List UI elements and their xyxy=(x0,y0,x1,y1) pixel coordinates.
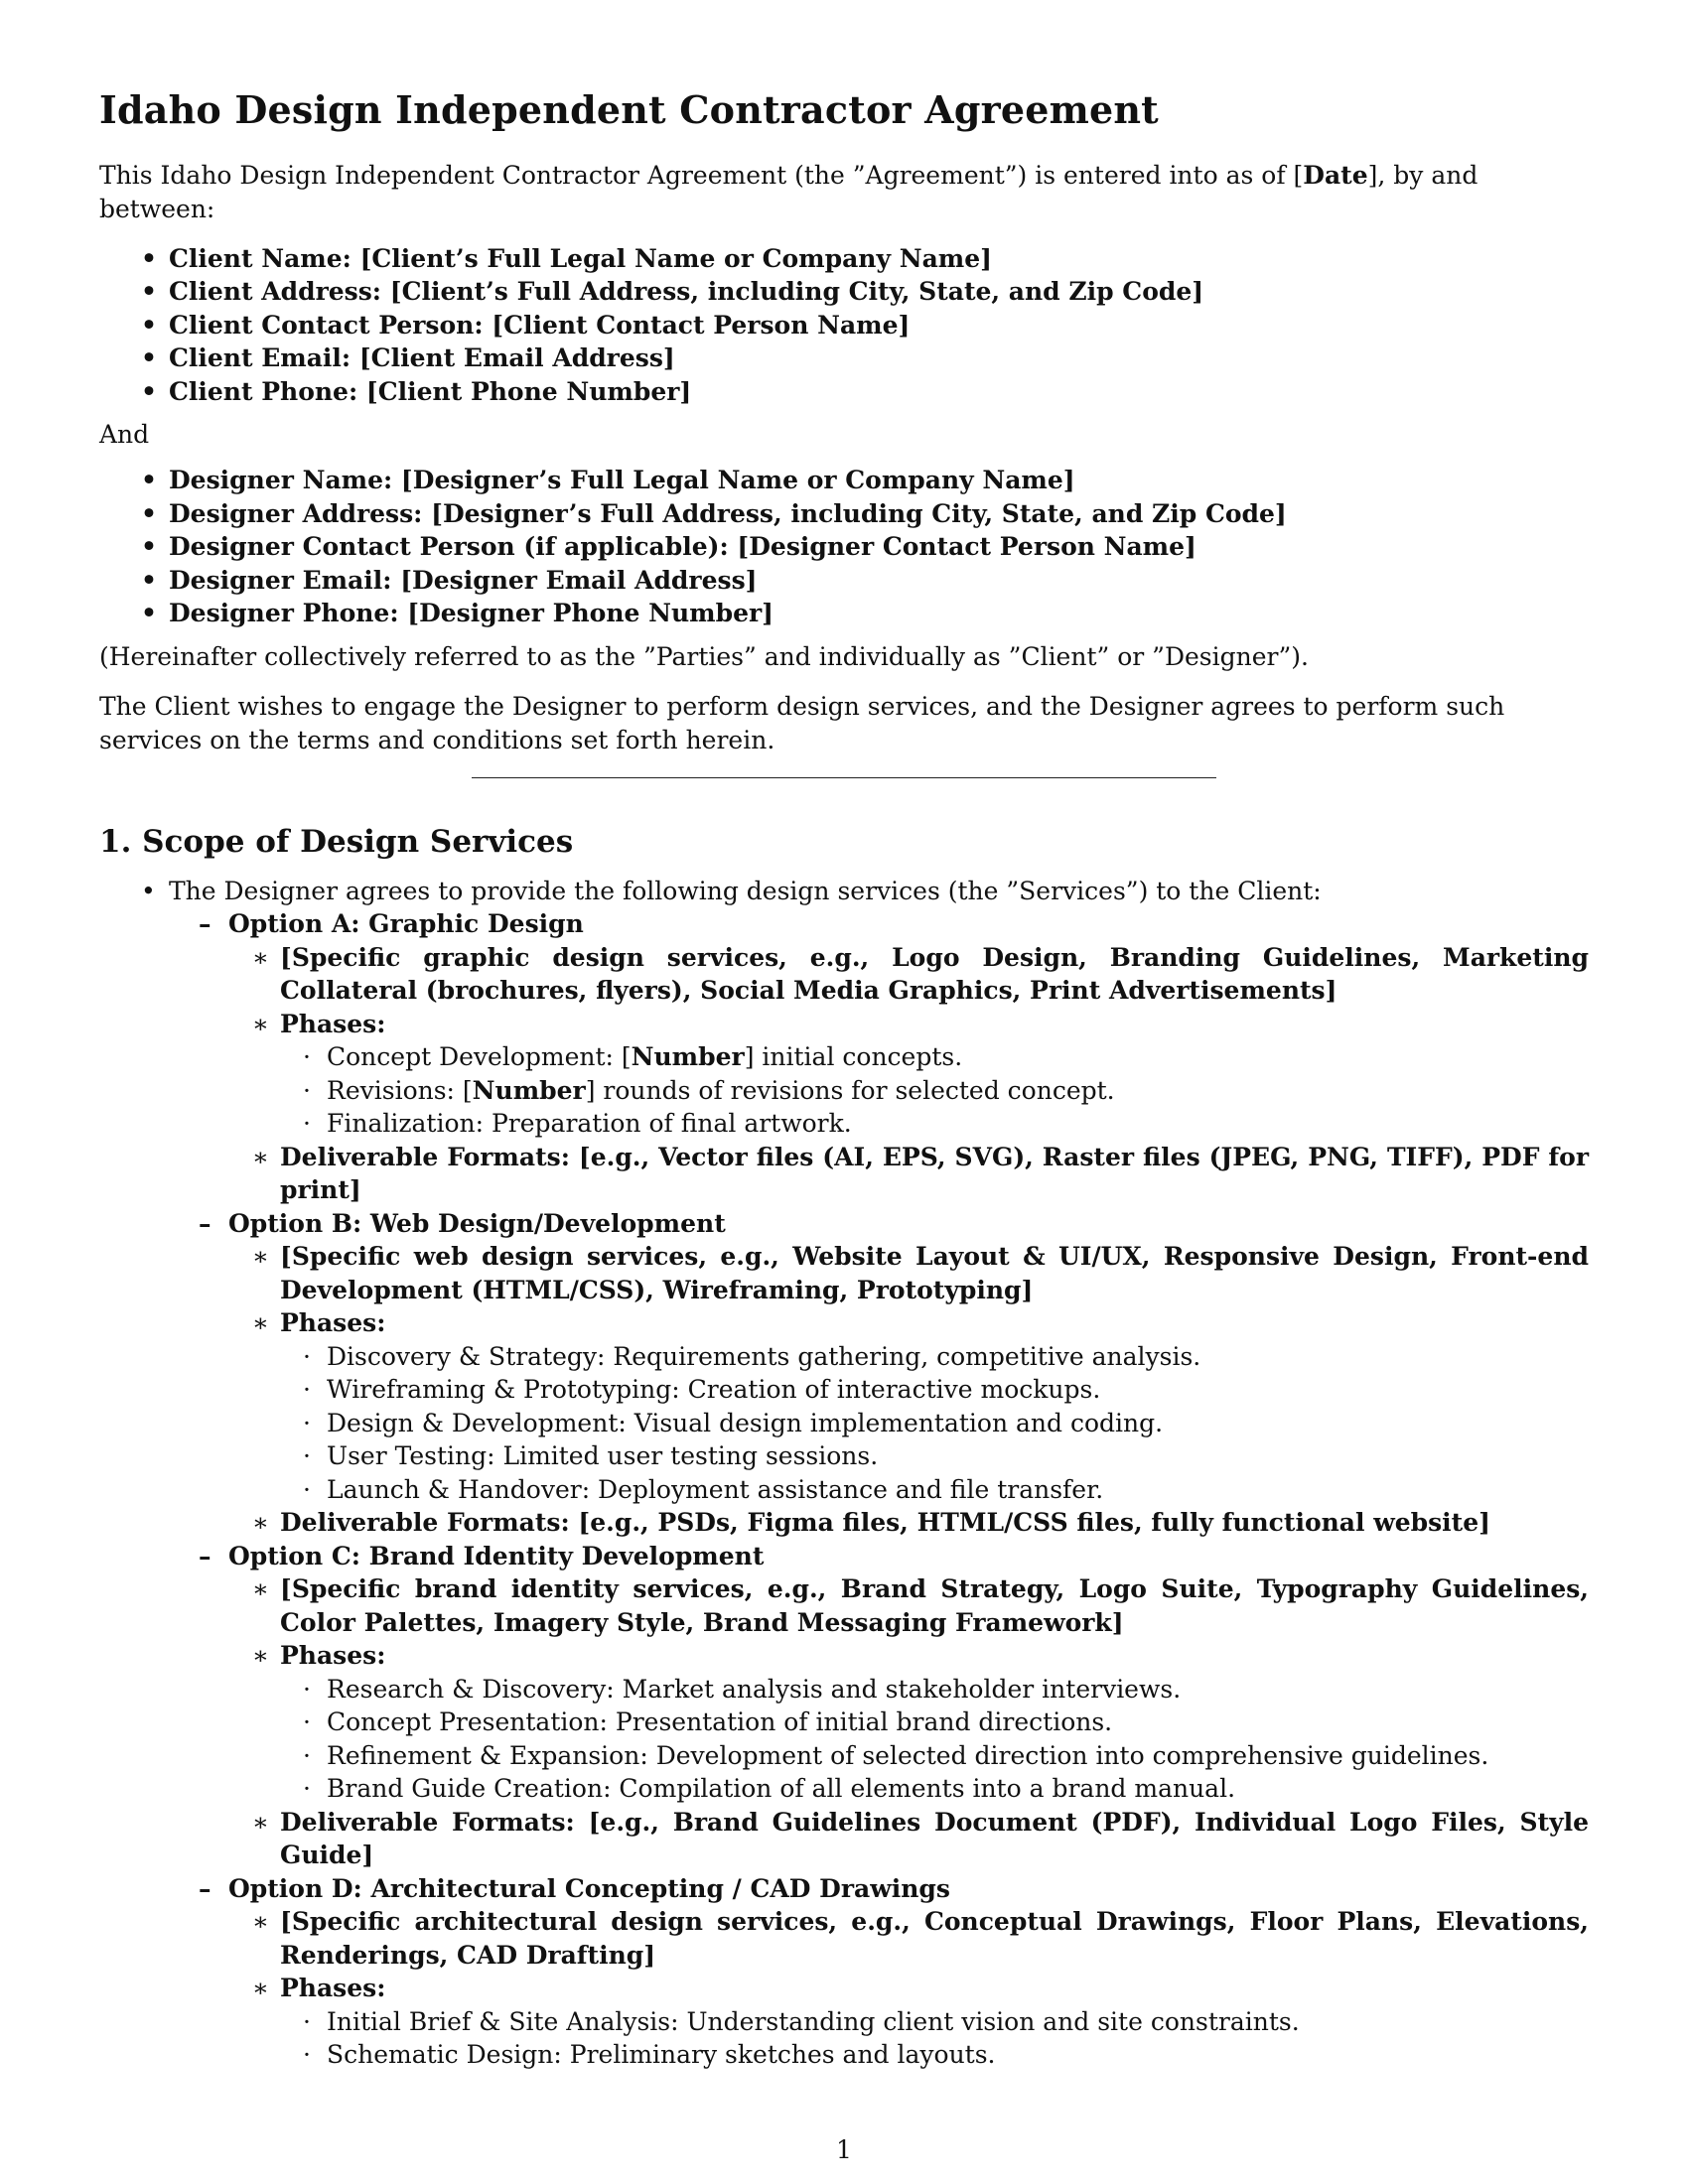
formats-text: Deliverable Formats: [e.g., PSDs, Figma files, HTML/CSS files, fully functional website] xyxy=(280,1508,1490,1538)
asterisk-icon: ∗ xyxy=(252,1974,269,2003)
option-a-phases-label xyxy=(99,1008,1589,1041)
phase-item xyxy=(99,1040,1589,1074)
option-b-spec xyxy=(99,1240,1589,1306)
list-item: • Client Email: [Client Email Address] xyxy=(169,341,1589,375)
option-b-label xyxy=(99,1207,1589,1241)
phase-item xyxy=(99,1673,1589,1706)
option-d-label xyxy=(99,1872,1589,1906)
phase-text: Brand Guide Creation: Compilation of all elements into a brand manual. xyxy=(327,1774,1236,1804)
dot-icon: · xyxy=(303,2006,311,2036)
section-divider xyxy=(472,777,1216,778)
phase-text: Design & Development: Visual design implementation and coding. xyxy=(327,1408,1164,1437)
dot-icon: · xyxy=(303,1474,311,1504)
option-d-spec xyxy=(99,1905,1589,1972)
section-1-lead xyxy=(99,875,1589,908)
dot-icon: · xyxy=(303,1674,311,1704)
phase-text: Wireframing & Prototyping: Creation of interactive mockups. xyxy=(327,1375,1101,1405)
dash-icon: – xyxy=(199,1873,211,1903)
list-item: • Designer Phone: [Designer Phone Number] xyxy=(169,597,1589,630)
phase-item xyxy=(99,2005,1589,2039)
dot-icon: · xyxy=(303,1375,311,1405)
intro-before: This Idaho Design Independent Contractor Agreement (the ”Agreement”) is entered into as of [ xyxy=(99,160,1304,190)
option-c-phases-label xyxy=(99,1639,1589,1673)
formats-text: Deliverable Formats: [e.g., Vector files (AI, EPS, SVG), Raster files (JPEG, PNG, TIFF), PDF for print] xyxy=(280,1142,1589,1205)
phase-text: Initial Brief & Site Analysis: Understanding client vision and site constraints. xyxy=(327,2006,1300,2036)
intro-paragraph xyxy=(99,159,1589,226)
phase-item xyxy=(99,1439,1589,1473)
phases-label: Phases: xyxy=(280,1641,386,1671)
phase-item xyxy=(99,2038,1589,2072)
option-a-formats xyxy=(99,1141,1589,1207)
phases-label: Phases: xyxy=(280,1009,386,1038)
asterisk-icon: ∗ xyxy=(252,1009,269,1038)
client-details-list xyxy=(99,242,1589,409)
designer-details-list xyxy=(99,464,1589,630)
spec-text: [Specific web design services, e.g., Website Layout & UI/UX, Responsive Design, Front-end Development (HTML/CSS), Wireframing, Prototyping] xyxy=(280,1242,1589,1304)
asterisk-icon: ∗ xyxy=(252,1574,269,1604)
bullet-icon: • xyxy=(141,876,156,905)
phase-item xyxy=(99,1107,1589,1141)
dash-icon: – xyxy=(199,1208,211,1238)
dot-icon: · xyxy=(303,1441,311,1471)
dot-icon: · xyxy=(303,1740,311,1770)
phase-text: User Testing: Limited user testing sessions. xyxy=(327,1441,879,1471)
page-number: 1 xyxy=(836,2135,852,2164)
spec-text: [Specific brand identity services, e.g., Brand Strategy, Logo Suite, Typography Guidelines, Color Palettes, Imagery Style, Brand Messaging Framework] xyxy=(280,1574,1589,1637)
lead-text: The Designer agrees to provide the following design services (the ”Services”) to the Client: xyxy=(169,876,1322,905)
list-item: • Designer Email: [Designer Email Address] xyxy=(169,564,1589,598)
phase-text: Concept Development: [ xyxy=(327,1042,632,1072)
intro-after: ], by and between: xyxy=(99,160,1478,223)
phase-text: Discovery & Strategy: Requirements gathering, competitive analysis. xyxy=(327,1341,1201,1371)
phase-text: ] initial concepts. xyxy=(744,1042,963,1072)
spec-text: [Specific graphic design services, e.g., Logo Design, Branding Guidelines, Marketing Collateral (brochures, flyers), Social Media Graphics, Print Advertisements] xyxy=(280,942,1589,1006)
phase-text: Launch & Handover: Deployment assistance and file transfer. xyxy=(327,1474,1104,1504)
dot-icon: · xyxy=(303,1075,311,1105)
dot-icon: · xyxy=(303,1042,311,1072)
option-c-label xyxy=(99,1540,1589,1573)
parties-note: (Hereinafter collectively referred to as the ”Parties” and individually as ”Client” or ”Designer”). xyxy=(99,641,1309,671)
phases-label: Phases: xyxy=(280,1974,386,2003)
option-b-phases-label xyxy=(99,1306,1589,1340)
dot-icon: · xyxy=(303,1408,311,1437)
phase-item xyxy=(99,1473,1589,1507)
dash-icon: – xyxy=(199,909,211,939)
asterisk-icon: ∗ xyxy=(252,1907,269,1937)
and-text: And xyxy=(99,420,150,450)
list-item: • Client Address: [Client’s Full Address, including City, State, and Zip Code] xyxy=(169,275,1589,309)
intro-date: Date xyxy=(1303,160,1368,190)
list-item: • Client Contact Person: [Client Contact Person Name] xyxy=(169,309,1589,342)
dash-icon: – xyxy=(199,1541,211,1570)
list-item: • Designer Address: [Designer’s Full Address, including City, State, and Zip Code] xyxy=(169,497,1589,531)
list-item: • Client Phone: [Client Phone Number] xyxy=(169,375,1589,409)
list-item: • Designer Contact Person (if applicable): [Designer Contact Person Name] xyxy=(169,530,1589,564)
option-label: Option A: Graphic Design xyxy=(228,909,584,939)
phase-item xyxy=(99,1373,1589,1407)
dot-icon: · xyxy=(303,1707,311,1737)
option-d-phases-label xyxy=(99,1972,1589,2005)
dot-icon: · xyxy=(303,2040,311,2070)
dot-icon: · xyxy=(303,1341,311,1371)
phase-item xyxy=(99,1407,1589,1440)
phase-item xyxy=(99,1340,1589,1374)
phase-text: ] rounds of revisions for selected concept. xyxy=(585,1075,1115,1105)
phase-text: Research & Discovery: Market analysis and stakeholder interviews. xyxy=(327,1674,1182,1704)
list-item: • Designer Name: [Designer’s Full Legal Name or Company Name] xyxy=(169,464,1589,497)
phase-number: Number xyxy=(631,1042,745,1072)
option-a-spec xyxy=(99,941,1589,1008)
spec-text: [Specific architectural design services, e.g., Conceptual Drawings, Floor Plans, Elevations, Renderings, CAD Drafting] xyxy=(280,1907,1589,1970)
dot-icon: · xyxy=(303,1774,311,1804)
asterisk-icon: ∗ xyxy=(252,942,269,972)
engage-paragraph: The Client wishes to engage the Designer to perform design services, and the Designer agrees to perform such services on the terms and conditions set forth herein. xyxy=(99,691,1505,754)
document-page xyxy=(99,87,1589,2072)
asterisk-icon: ∗ xyxy=(252,1508,269,1538)
dot-icon: · xyxy=(303,1109,311,1139)
phase-text: Refinement & Expansion: Development of selected direction into comprehensive guidelines. xyxy=(327,1740,1489,1770)
option-c-formats xyxy=(99,1806,1589,1872)
phases-label: Phases: xyxy=(280,1308,386,1338)
asterisk-icon: ∗ xyxy=(252,1142,269,1171)
document-title: Idaho Design Independent Contractor Agreement xyxy=(99,87,1159,132)
phase-item xyxy=(99,1074,1589,1108)
phase-number: Number xyxy=(472,1075,586,1105)
asterisk-icon: ∗ xyxy=(252,1242,269,1272)
phase-item xyxy=(99,1706,1589,1739)
option-c-spec xyxy=(99,1572,1589,1639)
phase-text: Schematic Design: Preliminary sketches and layouts. xyxy=(327,2040,996,2070)
formats-text: Deliverable Formats: [e.g., Brand Guidelines Document (PDF), Individual Logo Files, Style Guide] xyxy=(280,1807,1589,1870)
section-1-heading: 1. Scope of Design Services xyxy=(99,823,574,860)
phase-text: Finalization: Preparation of final artwork. xyxy=(327,1109,852,1139)
asterisk-icon: ∗ xyxy=(252,1308,269,1338)
asterisk-icon: ∗ xyxy=(252,1807,269,1837)
phase-item xyxy=(99,1772,1589,1806)
option-label: Option B: Web Design/Development xyxy=(228,1208,726,1238)
option-a-label xyxy=(99,907,1589,941)
phase-text: Concept Presentation: Presentation of initial brand directions. xyxy=(327,1707,1113,1737)
option-label: Option C: Brand Identity Development xyxy=(228,1541,765,1570)
option-label: Option D: Architectural Concepting / CAD Drawings xyxy=(228,1873,950,1903)
option-b-formats xyxy=(99,1506,1589,1540)
phase-text: Revisions: [ xyxy=(327,1075,473,1105)
asterisk-icon: ∗ xyxy=(252,1641,269,1671)
phase-item xyxy=(99,1739,1589,1773)
list-item: • Client Name: [Client’s Full Legal Name or Company Name] xyxy=(169,242,1589,276)
